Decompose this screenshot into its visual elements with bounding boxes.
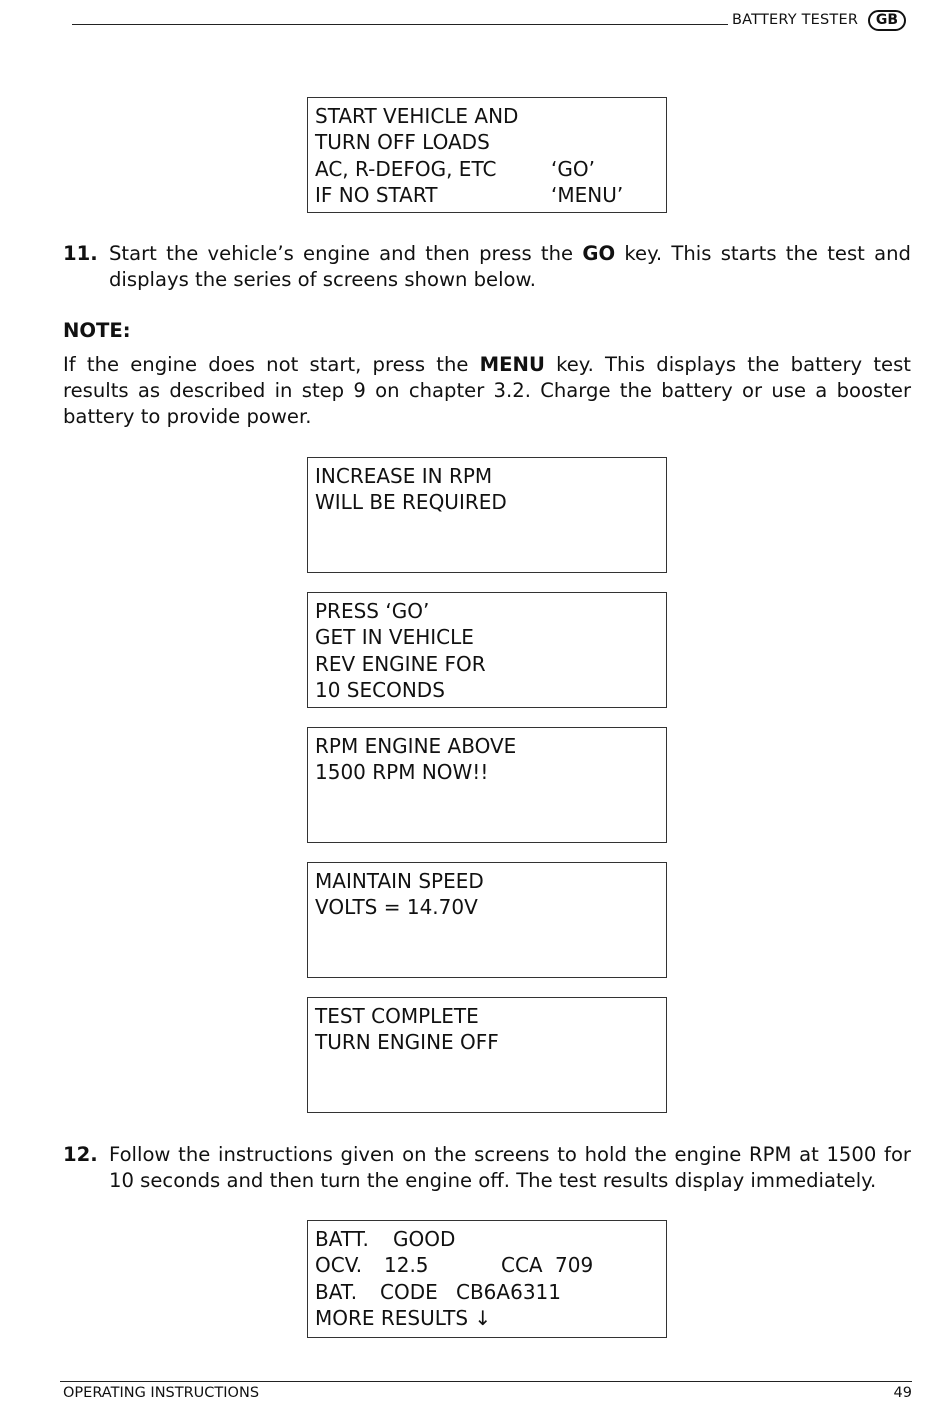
screen-line (315, 1226, 659, 1252)
cca-value: 709 (555, 1253, 594, 1278)
footer-rule (60, 1381, 912, 1382)
battery-status: GOOD (393, 1227, 456, 1251)
screen-line: TEST COMPLETE (315, 1004, 479, 1028)
screen-line (315, 182, 659, 208)
display-screen-test-complete (307, 997, 667, 1113)
note-body (63, 352, 911, 430)
screen-line: MAINTAIN SPEED (315, 869, 484, 893)
display-screen-increase-rpm (307, 457, 667, 573)
footer-title: OPERATING INSTRUCTIONS (63, 1385, 260, 1401)
screen-line: REV ENGINE FOR (315, 651, 486, 676)
screen-line-text: BAT. (315, 1279, 358, 1304)
screen-line-text: CODE (380, 1279, 438, 1304)
step-12 (63, 1142, 911, 1194)
step-text: Follow the instructions given on the screens to hold the engine RPM at 1500 for 10 seconds and then turn the engine off. The test results display immediately. (109, 1143, 911, 1192)
screen-line: GET IN VEHICLE (315, 625, 474, 650)
arrow-down-icon: ↓ (474, 1305, 492, 1330)
screen-line: INCREASE IN RPM (315, 464, 493, 488)
screen-line: VOLTS = 14.70V (315, 895, 478, 920)
step-text (109, 241, 911, 293)
display-screen-results (307, 1220, 667, 1338)
display-screen-maintain-speed (307, 862, 667, 978)
note-text-part: If the engine does not start, press the (63, 353, 480, 376)
step-number: 12. (63, 1143, 98, 1166)
screen-line: START VEHICLE AND (315, 104, 519, 128)
page-number: 49 (893, 1385, 912, 1401)
header-rule (72, 24, 728, 25)
screen-line (315, 1252, 659, 1278)
step-11 (63, 241, 911, 293)
gb-badge: GB (868, 10, 906, 31)
screen-line: 1500 RPM NOW!! (315, 760, 489, 785)
note-text-part: key. This displays the battery test results as described in step 9 on chapter 3.2. Charge the battery or use a booster battery to provide power. (63, 353, 911, 428)
screen-line-text: BATT. (315, 1227, 369, 1251)
screen-line: RPM ENGINE ABOVE (315, 734, 517, 758)
header-title: BATTERY TESTER (732, 12, 859, 28)
step-text-part: key. This starts the test and displays the series of screens shown below. (109, 242, 911, 291)
screen-line (315, 1305, 659, 1331)
step-text-part: Start the vehicle’s engine and then press the (109, 242, 583, 265)
screen-line (315, 1279, 659, 1305)
menu-key-label: ‘MENU’ (551, 182, 624, 207)
battery-code: CB6A6311 (456, 1279, 561, 1304)
display-screen-press-go (307, 592, 667, 708)
step-number: 11. (63, 242, 98, 265)
display-screen-start-vehicle (307, 97, 667, 213)
go-key-label: ‘GO’ (551, 156, 595, 181)
go-key-text: GO (582, 242, 616, 265)
note-heading: NOTE: (63, 319, 131, 342)
screen-line (315, 156, 659, 182)
screen-line: TURN OFF LOADS (315, 130, 490, 155)
screen-line: PRESS ‘GO’ (315, 599, 430, 623)
screen-line-text: OCV. (315, 1253, 363, 1278)
screen-line: 10 SECONDS (315, 677, 445, 702)
ocv-value: 12.5 (384, 1253, 429, 1278)
screen-line-text: AC, R-DEFOG, ETC (315, 156, 497, 181)
screen-line: WILL BE REQUIRED (315, 490, 507, 515)
screen-line-text: CCA (501, 1253, 543, 1278)
display-screen-rpm-above (307, 727, 667, 843)
screen-line: TURN ENGINE OFF (315, 1030, 499, 1055)
screen-line-text: MORE RESULTS (315, 1305, 469, 1330)
menu-key-text: MENU (479, 353, 545, 376)
screen-line-text: IF NO START (315, 182, 438, 207)
